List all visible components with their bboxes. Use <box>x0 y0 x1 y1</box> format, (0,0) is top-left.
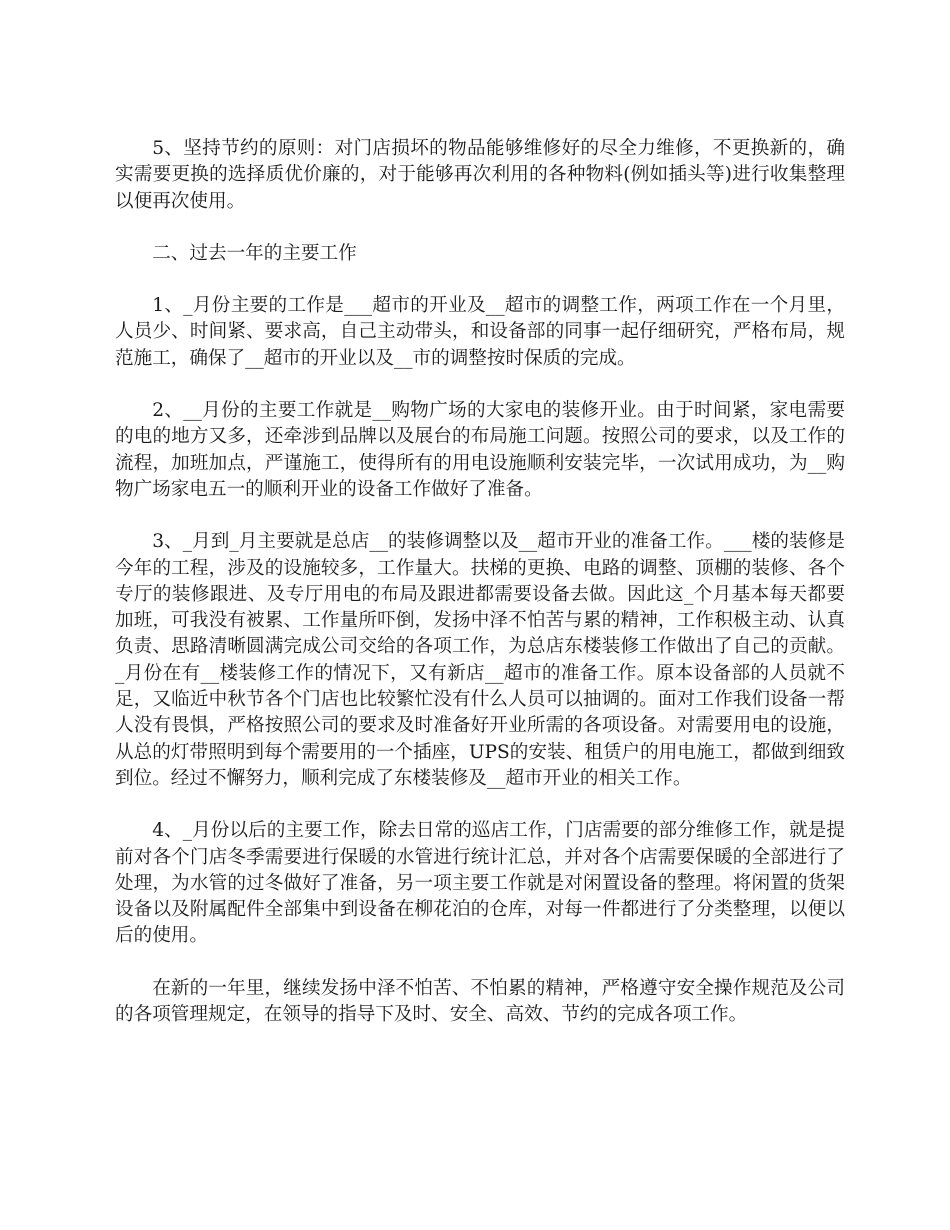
paragraph-work-4: 4、_月份以后的主要工作，除去日常的巡店工作，门店需要的部分维修工作，就是提前对各个门店冬季需要进行保暖的水管进行统计汇总，并对各个店需要保暖的全部进行了处理，为水管的过冬做好了准备，另一项主要工作就是对闲置设备的整理。将闲置的货架设备以及附属配件全部集中到设备在柳花泊的仓库，对每一件都进行了分类整理，以便以后的使用。 <box>115 820 845 947</box>
paragraph-work-2: 2、__月份的主要工作就是__购物广场的大家电的装修开业。由于时间紧，家电需要的电的地方又多，还牵涉到品牌以及展台的布局施工问题。按照公司的要求，以及工作的流程，加班加点，严谨施工，使得所有的用电设施顺利安装完毕，一次试用成功，为__购物广场家电五一的顺利开业的设备工作做好了准备。 <box>115 400 845 500</box>
paragraph-work-1: 1、_月份主要的工作是___超市的开业及__超市的调整工作，两项工作在一个月里，人员少、时间紧、要求高，自己主动带头，和设备部的同事一起仔细研究，严格布局，规范施工，确保了__超市的开业以及__市的调整按时保质的完成。 <box>115 295 845 369</box>
paragraph-new-year: 在新的一年里，继续发扬中泽不怕苦、不怕累的精神，严格遵守安全操作规范及公司的各项管理规定，在领导的指导下及时、安全、高效、节约的完成各项工作。 <box>115 977 845 1026</box>
paragraph-principle-5: 5、坚持节约的原则：对门店损坏的物品能够维修好的尽全力维修，不更换新的，确实需要更换的选择质优价廉的，对于能够再次利用的各种物料(例如插头等)进行收集整理以便再次使用。 <box>115 138 845 212</box>
section-heading-main-work: 二、过去一年的主要工作 <box>152 242 357 264</box>
document-body <box>115 136 845 1028</box>
paragraph-work-3: 3、_月到_月主要就是总店__的装修调整以及__超市开业的准备工作。___楼的装修是今年的工程，涉及的设施较多，工作量大。扶梯的更换、电路的调整、顶棚的装修、各个专厅的装修跟进、及专厅用电的布局及跟进都需要设备去做。因此这_个月基本每天都要加班，可我没有被累、工作量所吓倒，发扬中泽不怕苦与累的精神，工作积极主动、认真负责、思路清晰圆满完成公司交给的各项工作，为总店东楼装修工作做出了自己的贡献。_月份在有__楼装修工作的情况下，又有新店__超市的准备工作。原本设备部的人员就不足，又临近中秋节各个门店也比较繁忙没有什么人员可以抽调的。面对工作我们设备一帮人没有畏惧，严格按照公司的要求及时准备好开业所需的各项设备。对需要用电的设施，从总的灯带照明到每个需要用的一个插座，UPS的安装、租赁户的用电施工，都做到细致到位。经过不懈努力，顺利完成了东楼装修及__超市开业的相关工作。 <box>115 531 845 789</box>
